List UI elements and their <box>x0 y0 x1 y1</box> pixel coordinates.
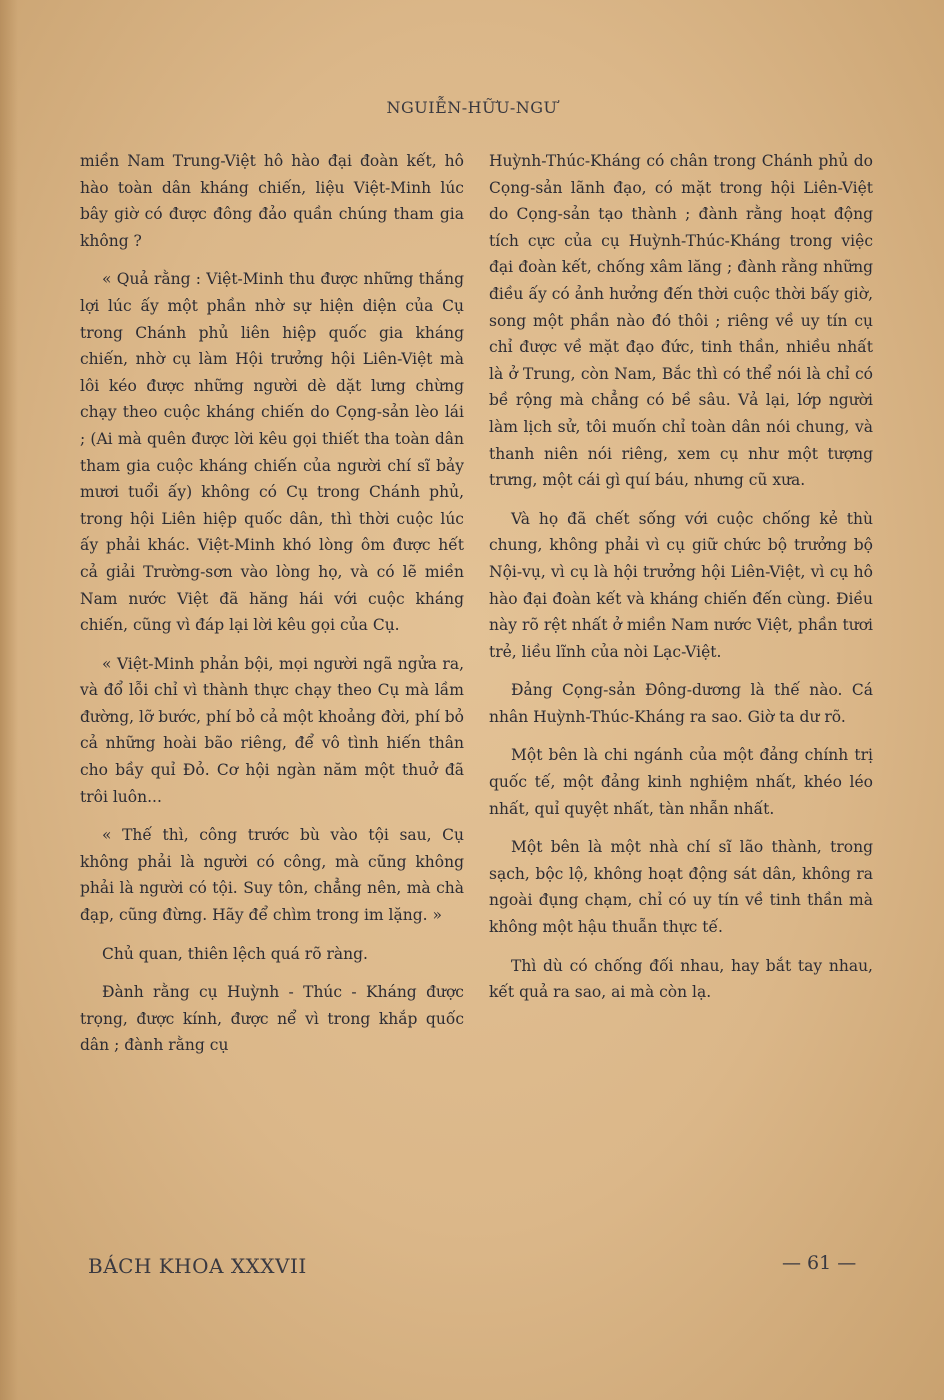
paragraph: Thì dù có chống đối nhau, hay bắt tay nhau, kết quả ra sao, ai mà còn lạ. <box>489 956 873 1002</box>
right-column <box>489 148 873 1018</box>
paragraph: « Việt-Minh phản bội, mọi người ngã ngửa ra, và đổ lỗi chỉ vì thành thực chạy theo Cụ mà lầm đường, lỡ bước, phí bỏ cả một khoảng đời, phí bỏ cả những hoài bão riêng, để vô tình hiến thân cho bầy quỉ Đỏ. Cơ hội ngàn năm một thuở đã trôi luôn... <box>80 654 464 806</box>
paragraph: Huỳnh-Thúc-Kháng có chân trong Chánh phủ do Cọng-sản lãnh đạo, có mặt trong hội Liên-Việt do Cọng-sản tạo thành ; đành rằng hoạt động tích cực của cụ Huỳnh-Thúc-Kháng trong việc đại đoàn kết, chống xâm lăng ; đành rằng những điều ấy có ảnh hưởng đến thời cuộc thời bấy giờ, song một phần nào đó thôi ; riêng về uy tín cụ chỉ được về mặt đạo đức, tinh thần, nhiều nhất là ở Trung, còn Nam, Bắc thì có thể nói là chỉ có bề rộng mà chẳng có bề sâu. Vả lại, lớp người làm lịch sử, tôi muốn chỉ toàn dân nói chung, và thanh niên nói riêng, xem cụ như một tượng trưng, một cái gì quí báu, nhưng cũ xưa. <box>489 152 873 490</box>
publication-title: BÁCH KHOA XXXVII <box>88 1254 307 1278</box>
paragraph: « Thế thì, công trước bù vào tội sau, Cụ không phải là người có công, mà cũng không phải là người có tội. Suy tôn, chẳng nên, mà chà đạp, cũng đừng. Hãy để chìm trong im lặng. » <box>80 826 464 925</box>
paragraph: Đành rằng cụ Huỳnh - Thúc - Kháng được trọng, được kính, được nể vì trong khắp quốc dân ; đành rằng cụ <box>80 983 464 1055</box>
page-number: — 61 — <box>782 1252 857 1274</box>
paragraph: « Quả rằng : Việt-Minh thu được những thắng lợi lúc ấy một phần nhờ sự hiện diện của Cụ trong Chánh phủ liên hiệp quốc gia kháng chiến, nhờ cụ làm Hội trưởng hội Liên-Việt mà lôi kéo được những người dè dặt lưng chừng chạy theo cuộc kháng chiến do Cọng-sản lèo lái ; (Ai mà quên được lời kêu gọi thiết tha toàn dân tham gia cuộc kháng chiến của người chí sĩ bảy mươi tuổi ấy) không có Cụ trong Chánh phủ, trong hội Liên hiệp quốc dân, thì thời cuộc lúc ấy phải khác. Việt-Minh khó lòng ôm được hết cả giải Trường-sơn vào lòng họ, và có lẽ miền Nam nước Việt đã hăng hái với cuộc kháng chiến, cũng vì đáp lại lời kêu gọi của Cụ. <box>80 270 464 635</box>
running-head: NGUIỄN-HỮU-NGƯ <box>386 98 558 117</box>
paragraph: Một bên là chi ngánh của một đảng chính trị quốc tế, một đảng kinh nghiệm nhất, khéo léo nhất, quỉ quyệt nhất, tàn nhẫn nhất. <box>489 746 873 818</box>
left-column <box>80 148 464 1071</box>
paragraph: Đảng Cọng-sản Đông-dương là thế nào. Cá nhân Huỳnh-Thúc-Kháng ra sao. Giờ ta dư rõ. <box>489 681 873 726</box>
paragraph: Và họ đã chết sống với cuộc chống kẻ thù chung, không phải vì cụ giữ chức bộ trưởng bộ Nội-vụ, vì cụ là hội trưởng hội Liên-Việt, vì cụ hô hào đại đoàn kết và kháng chiến đến cùng. Điều này rõ rệt nhất ở miền Nam nước Việt, phần tươi trẻ, liều lĩnh của nòi Lạc-Việt. <box>489 509 873 661</box>
paragraph: miền Nam Trung-Việt hô hào đại đoàn kết, hô hào toàn dân kháng chiến, liệu Việt-Minh lúc bây giờ có được đông đảo quần chúng tham gia không ? <box>80 152 464 250</box>
paragraph: Chủ quan, thiên lệch quá rõ ràng. <box>102 944 368 963</box>
paragraph: Một bên là một nhà chí sĩ lão thành, trong sạch, bộc lộ, không hoạt động sát dân, không ra ngoài đụng chạm, chỉ có uy tín về tinh thần mà không một hậu thuẫn thực tế. <box>489 838 873 937</box>
